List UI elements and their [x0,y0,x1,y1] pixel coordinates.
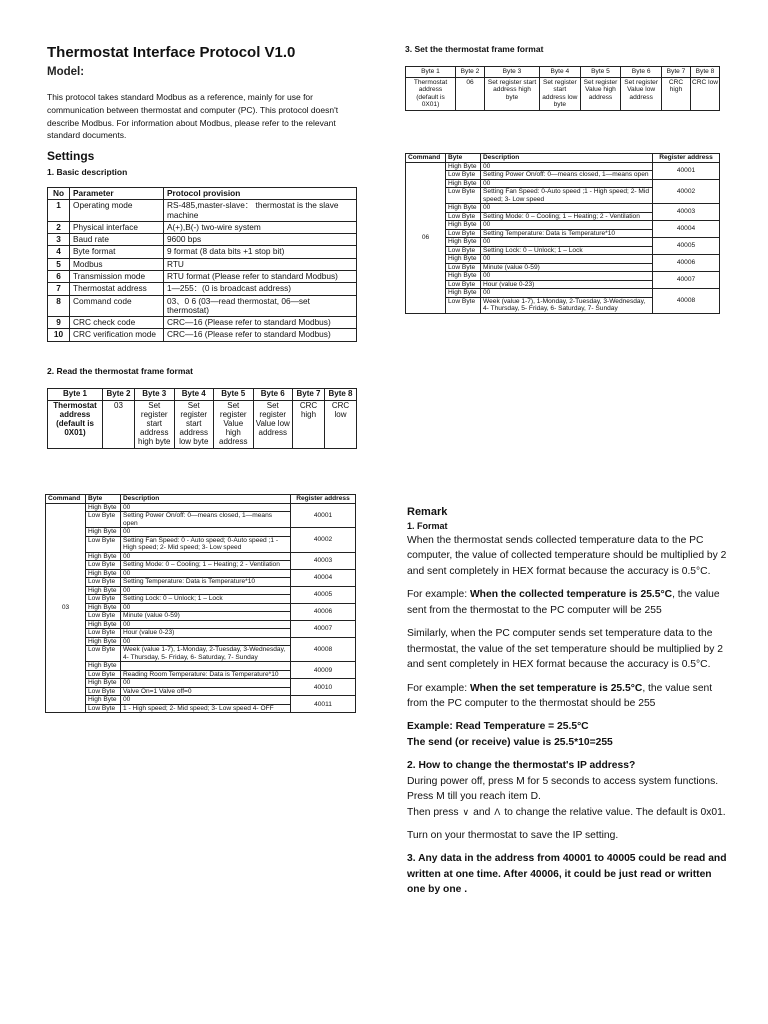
byte-header-cell: Byte 7 [293,389,325,401]
address-note: 3. Any data in the address from 40001 to 40005 could be read and written at one time. After 40006, it could be just read or written one by one . [407,853,727,896]
settings-heading: Settings [47,149,95,163]
high-byte-value: 00 [481,255,653,264]
ip-question: 2. How to change the thermostat's IP address? [407,760,636,772]
high-byte-label: High Byte [446,204,481,213]
low-byte-label: Low Byte [86,512,121,528]
high-byte-value: 00 [481,179,653,188]
high-byte-value: 00 [121,552,291,561]
register-row [406,255,720,264]
low-byte-label: Low Byte [86,536,121,552]
register-row [46,552,356,561]
high-byte-value: 00 [121,696,291,705]
high-byte-label: High Byte [86,603,121,612]
register-address: 40005 [653,238,720,255]
high-byte-label: High Byte [446,272,481,281]
high-byte-label: High Byte [86,620,121,629]
byte-header-cell: Byte 8 [691,67,720,78]
high-byte-value: 00 [481,272,653,281]
page-title: Thermostat Interface Protocol V1.0 [47,44,296,61]
up-arrow-icon: Λ [494,806,501,817]
register-address: 40008 [291,637,356,662]
command-cell: 06 [406,162,446,313]
table-row [48,234,357,246]
byte-header-cell: Byte 6 [621,67,662,78]
register-address: 40007 [291,620,356,637]
low-byte-label: Low Byte [446,229,481,238]
byte-header-cell: Byte 7 [662,67,691,78]
table-cell: Thermostat address [70,283,164,295]
ip-step-1: During power off, press M for 5 seconds to access system functions. [407,775,719,787]
byte-value-cell: CRC low [325,400,357,448]
high-byte-value: 00 [481,238,653,247]
register-row [46,586,356,595]
table-cell: 9 [48,317,70,329]
register-row [406,162,720,171]
table-cell: Command code [70,295,164,317]
low-byte-label: Low Byte [86,612,121,621]
high-byte-value: 00 [481,204,653,213]
table-header-cell: Parameter [70,188,164,200]
low-byte-description: Setting Power On/off: 0—means closed, 1—means open [481,171,653,180]
byte-value-cell: 03 [103,400,135,448]
low-byte-label: Low Byte [446,280,481,289]
byte-value-cell: CRC low [691,77,720,110]
low-byte-description: Reading Room Temperature: Data is Temperature*10 [121,670,291,679]
table-cell: A(+),B(-) two-wire system [164,221,357,233]
table-row [406,77,720,110]
table-cell: Physical interface [70,221,164,233]
table-header-cell: No [48,188,70,200]
set-frame-table [405,66,720,111]
register-address: 40002 [653,179,720,204]
low-byte-label: Low Byte [86,670,121,679]
low-byte-description: Week (value 1-7), 1-Monday, 2-Tuesday, 3-Wednesday, 4- Thursday, 5- Friday, 6- Saturday, 7- Sunday [481,297,653,313]
table-header-row [406,67,720,78]
table-cell: 7 [48,283,70,295]
table-cell: Operating mode [70,200,164,222]
low-byte-label: Low Byte [86,687,121,696]
register-row [46,696,356,705]
command-cell: 03 [46,503,86,713]
byte-value-cell: Set register Value low address [253,400,293,448]
table-cell: 8 [48,295,70,317]
table-cell: CRC verification mode [70,329,164,341]
register-row [46,569,356,578]
register-header-cell: Command [46,495,86,504]
table-row [48,258,357,270]
byte-value-cell: Set register Value low address [621,77,662,110]
register-address: 40006 [291,603,356,620]
register-row [46,603,356,612]
register-address: 40006 [653,255,720,272]
remark-heading: Remark [407,506,448,518]
low-byte-description: Valve On=1 Valve off=0 [121,687,291,696]
byte-value-cell: 06 [456,77,485,110]
p4-rest: , the value sent from the PC computer to the thermostat should be 255 [407,682,713,709]
example-line-1: Example: Read Temperature = 25.5°C [407,721,589,733]
byte-header-cell: Byte 2 [103,389,135,401]
table-cell: 5 [48,258,70,270]
register-header-row [406,154,720,163]
byte-header-cell: Byte 4 [540,67,581,78]
register-address: 40004 [653,221,720,238]
remark-p1: When the thermostat sends collected temperature data to the PC computer, the value of collected temperature should be multiplied by 2 and sent completely in HEX format because the accuracy is 0.5°C. [407,535,727,577]
byte-header-cell: Byte 1 [406,67,456,78]
high-byte-label: High Byte [86,503,121,512]
low-byte-label: Low Byte [86,629,121,638]
step3-b: to change the relative value. The default is 0x01. [504,806,726,818]
high-byte-value: 00 [121,569,291,578]
table-header-row [48,389,357,401]
byte-header-cell: Byte 8 [325,389,357,401]
register-address: 40007 [653,272,720,289]
byte-header-cell: Byte 3 [485,67,540,78]
table-row [48,221,357,233]
ip-step-2: Press M till you reach item D. [407,791,541,803]
register-row [406,179,720,188]
register-header-cell: Byte [446,154,481,163]
p2-bold: When the collected temperature is 25.5°C [469,589,673,601]
remark-p2 [407,587,727,618]
table-row [48,317,357,329]
register-row [46,679,356,688]
byte-value-cell: Set register Value high address [580,77,621,110]
high-byte-value: 00 [481,162,653,171]
byte-value-cell: Set register start address low byte [540,77,581,110]
register-address: 40009 [291,662,356,679]
intro-text: This protocol takes standard Modbus as a reference, mainly for use for communication between thermostat and computer (PC). This protocol doesn't describe Modbus. For information about Modbus, please refer to the relevant standard documents. [47,92,339,141]
set-register-table [405,153,720,314]
byte-value-cell: CRC high [662,77,691,110]
byte-value-cell: Set register start address high byte [135,400,175,448]
register-address: 40004 [291,569,356,586]
high-byte-label: High Byte [446,221,481,230]
low-byte-description: Minute (value 0-59) [121,612,291,621]
low-byte-description: Setting Fan Speed: 0-Auto speed ;1 - High speed; 2- Mid speed; 3- Low speed [481,188,653,204]
low-byte-label: Low Byte [446,297,481,313]
register-address: 40002 [291,528,356,553]
table-row [48,270,357,282]
byte-value-cell: Set register Value high address [214,400,254,448]
byte-value-cell: Set register start address low byte [174,400,214,448]
byte-value-cell: Set register start address high byte [485,77,540,110]
register-row [46,637,356,646]
high-byte-value: 00 [121,528,291,537]
table-cell: 10 [48,329,70,341]
ip-step-4: Turn on your thermostat to save the IP setting. [407,830,619,841]
low-byte-description: Setting Mode: 0 – Cooling; 1 – Heating; 2 - Ventilation [481,212,653,221]
register-address: 40003 [291,552,356,569]
table-cell: 4 [48,246,70,258]
low-byte-description: Setting Mode: 0 – Cooling; 1 – Heating; 2 - Ventilation [121,561,291,570]
table-cell: RTU format (Please refer to standard Modbus) [164,270,357,282]
byte-header-cell: Byte 6 [253,389,293,401]
register-header-cell: Byte [86,495,121,504]
read-register-table [45,494,356,713]
remark-p4 [407,681,727,712]
read-frame-table [47,388,357,449]
high-byte-label: High Byte [86,586,121,595]
register-row [406,221,720,230]
basic-description-heading: 1. Basic description [47,167,128,177]
table-cell: 1 [48,200,70,222]
low-byte-description: Week (value 1-7), 1-Monday, 2-Tuesday, 3-Wednesday, 4- Thursday, 5- Friday, 6- Saturday, 7- Sunday [121,646,291,662]
low-byte-description: Setting Lock: 0 – Unlock; 1 – Lock [481,246,653,255]
table-cell: 3 [48,234,70,246]
register-row [406,204,720,213]
high-byte-value: 00 [121,620,291,629]
table-cell: 9 format (8 data bits +1 stop bit) [164,246,357,258]
p2-prefix: For example: [407,589,470,601]
low-byte-description: Setting Lock: 0 – Unlock; 1 – Lock [121,595,291,604]
high-byte-value: 00 [481,221,653,230]
step3-and: and [473,806,491,818]
register-row [46,620,356,629]
low-byte-description: Hour (value 0-23) [481,280,653,289]
table-row [48,200,357,222]
format-heading: 1. Format [407,521,448,531]
table-cell: RS-485,master-slave： thermostat is the slave machine [164,200,357,222]
byte-header-cell: Byte 3 [135,389,175,401]
low-byte-label: Low Byte [86,646,121,662]
byte-header-cell: Byte 2 [456,67,485,78]
ip-step-3 [407,805,727,820]
high-byte-label: High Byte [86,569,121,578]
table-cell: CRC—16 (Please refer to standard Modbus) [164,329,357,341]
register-row [406,289,720,298]
model-label: Model: [47,66,85,78]
register-header-cell: Description [121,495,291,504]
example-line-2: The send (or receive) value is 25.5*10=255 [407,736,613,748]
register-address: 40005 [291,586,356,603]
p4-bold: When the set temperature is 25.5°C [469,682,643,694]
read-frame-heading: 2. Read the thermostat frame format [47,366,193,376]
table-header-cell: Protocol provision [164,188,357,200]
low-byte-label: Low Byte [86,561,121,570]
down-arrow-icon: ∨ [462,806,470,817]
high-byte-label: High Byte [86,696,121,705]
high-byte-label: High Byte [86,552,121,561]
step3-a: Then press [407,806,459,818]
low-byte-description: Setting Fan Speed: 0 - Auto speed; 0-Auto speed ;1 - High speed; 2- Mid speed; 3- Low speed [121,536,291,552]
set-frame-heading: 3. Set the thermostat frame format [405,44,544,54]
register-row [406,272,720,281]
high-byte-value: 00 [121,503,291,512]
byte-header-cell: Byte 5 [214,389,254,401]
register-address: 40011 [291,696,356,713]
byte-value-cell: CRC high [293,400,325,448]
high-byte-value: 00 [121,603,291,612]
low-byte-label: Low Byte [446,263,481,272]
register-row [406,238,720,247]
table-cell: CRC check code [70,317,164,329]
high-byte-label: High Byte [446,238,481,247]
high-byte-label: High Byte [446,179,481,188]
table-row [48,246,357,258]
low-byte-description: Setting Temperature: Data is Temperature*10 [121,578,291,587]
table-header-row [48,188,357,200]
register-address: 40003 [653,204,720,221]
table-cell: 03、0 6 (03—read thermostat, 06—set thermostat) [164,295,357,317]
table-cell: 1—255：(0 is broadcast address) [164,283,357,295]
table-cell: Modbus [70,258,164,270]
register-row [46,528,356,537]
high-byte-label: High Byte [446,289,481,298]
table-cell: Byte format [70,246,164,258]
register-header-cell: Description [481,154,653,163]
table-cell: Baud rate [70,234,164,246]
high-byte-value: 00 [481,289,653,298]
register-row [46,503,356,512]
high-byte-value [121,662,291,671]
high-byte-value: 00 [121,586,291,595]
low-byte-description: Minute (value 0-59) [481,263,653,272]
high-byte-label: High Byte [86,679,121,688]
high-byte-value: 00 [121,679,291,688]
low-byte-label: Low Byte [86,578,121,587]
low-byte-label: Low Byte [446,188,481,204]
p4-prefix: For example: [407,682,470,694]
register-header-cell: Register address [291,495,356,504]
basic-description-table [47,187,357,342]
low-byte-description: Hour (value 0-23) [121,629,291,638]
byte-value-cell: Thermostat address (default is 0X01) [48,400,103,448]
register-header-cell: Register address [653,154,720,163]
low-byte-label: Low Byte [446,171,481,180]
register-row [46,662,356,671]
register-address: 40008 [653,289,720,314]
register-header-row [46,495,356,504]
remark-p3: Similarly, when the PC computer sends set temperature data to the thermostat, the value of the set temperature should be multiplied by 2 and sent completely in HEX format because the accuracy is 0.5°C. [407,628,723,671]
table-cell: 2 [48,221,70,233]
register-address: 40001 [291,503,356,528]
table-cell: Transmission mode [70,270,164,282]
table-cell: RTU [164,258,357,270]
register-header-cell: Command [406,154,446,163]
table-cell: 6 [48,270,70,282]
low-byte-description: Setting Temperature: Data is Temperature*10 [481,229,653,238]
p2-rest: , the value sent from the thermostat to the PC computer will be 255 [407,589,720,616]
table-row [48,283,357,295]
remark-body [407,533,727,898]
table-cell: CRC—16 (Please refer to standard Modbus) [164,317,357,329]
high-byte-value: 00 [121,637,291,646]
table-row [48,295,357,317]
high-byte-label: High Byte [446,255,481,264]
high-byte-label: High Byte [86,662,121,671]
low-byte-label: Low Byte [86,704,121,713]
low-byte-label: Low Byte [446,212,481,221]
high-byte-label: High Byte [446,162,481,171]
low-byte-label: Low Byte [86,595,121,604]
table-row [48,400,357,448]
table-cell: 9600 bps [164,234,357,246]
byte-header-cell: Byte 1 [48,389,103,401]
register-address: 40010 [291,679,356,696]
byte-header-cell: Byte 4 [174,389,214,401]
register-address: 40001 [653,162,720,179]
table-row [48,329,357,341]
byte-value-cell: Thermostat address (default is 0X01) [406,77,456,110]
high-byte-label: High Byte [86,637,121,646]
byte-header-cell: Byte 5 [580,67,621,78]
low-byte-label: Low Byte [446,246,481,255]
high-byte-label: High Byte [86,528,121,537]
low-byte-description: 1 - High speed; 2- Mid speed; 3- Low speed 4- OFF [121,704,291,713]
low-byte-description: Setting Power On/off: 0—means closed, 1—means open [121,512,291,528]
